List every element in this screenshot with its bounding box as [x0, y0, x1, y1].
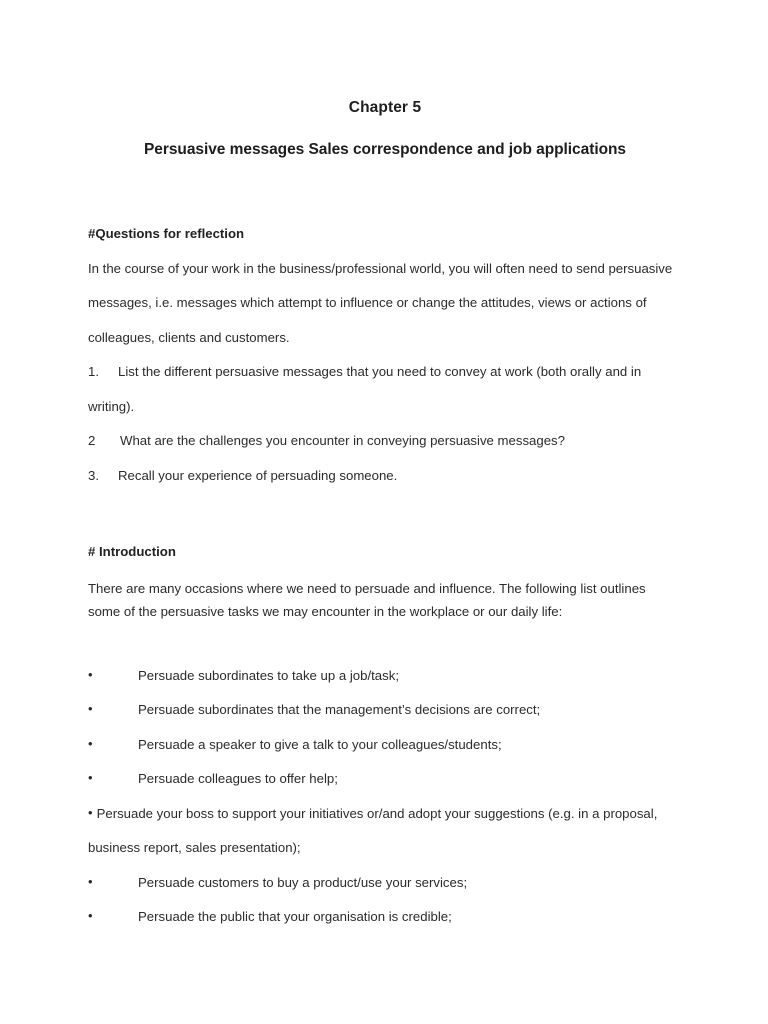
- list-item: [88, 866, 682, 901]
- list-item: [88, 659, 682, 694]
- list-item-text: What are the challenges you encounter in conveying persuasive messages?: [120, 433, 565, 448]
- list-item-marker: 1.: [88, 364, 99, 379]
- list-item: [88, 728, 682, 763]
- bullet-icon: •: [88, 666, 93, 682]
- list-item-text: Persuade a speaker to give a talk to your colleagues/students;: [138, 736, 502, 752]
- page-title: Chapter 5: [348, 99, 422, 116]
- list-item-text: Persuade customers to buy a product/use your services;: [138, 874, 468, 890]
- list-item: [88, 693, 682, 728]
- list-item-text: Recall your experience of persuading someone.: [118, 467, 398, 483]
- bullet-icon: •: [88, 701, 93, 716]
- list-item-text: Persuade the public that your organisation is credible;: [138, 909, 452, 924]
- bullet-icon: •: [88, 908, 93, 923]
- list-item: [88, 762, 682, 797]
- list-item-text: Persuade colleagues to offer help;: [138, 771, 338, 786]
- page-subtitle: Persuasive messages Sales correspondence and job applications: [144, 141, 626, 158]
- document-content: [88, 0, 682, 935]
- list-item-marker: 2: [88, 433, 96, 448]
- list-item-text: Persuade subordinates that the management’s decisions are correct;: [138, 702, 541, 717]
- list-item: [88, 424, 682, 459]
- list-item: [88, 459, 682, 494]
- list-item: [88, 355, 682, 424]
- list-item-text: Persuade your boss to support your initiatives or/and adopt your suggestions (e.g. in a proposal, business report, sales presentation);: [88, 805, 658, 855]
- list-item-text: List the different persuasive messages that you need to convey at work (both orally and in writing).: [88, 364, 642, 414]
- section-heading-introduction: # Introduction: [88, 544, 176, 559]
- list-item: [88, 797, 682, 866]
- persuasive-tasks-list: [88, 623, 682, 935]
- questions-list: [88, 355, 682, 493]
- section-heading-questions: #Questions for reflection: [88, 226, 245, 241]
- list-item-text: Persuade subordinates to take up a job/task;: [138, 667, 399, 683]
- bullet-icon: •: [88, 770, 93, 785]
- questions-intro-paragraph: In the course of your work in the business/professional world, you will often need to send persuasive messages, i.e. messages which attempt to influence or change the attitudes, views or actions of colleagues, clients and customers.: [88, 260, 673, 345]
- bullet-icon: •: [88, 735, 93, 751]
- list-item-marker: 3.: [88, 467, 99, 483]
- introduction-paragraph: There are many occasions where we need to persuade and influence. The following list outlines some of the persuasive tasks we may encounter in the workplace or our daily life:: [88, 580, 646, 619]
- list-item: [88, 900, 682, 935]
- bullet-icon: •: [88, 873, 93, 889]
- bullet-icon: •: [88, 804, 93, 820]
